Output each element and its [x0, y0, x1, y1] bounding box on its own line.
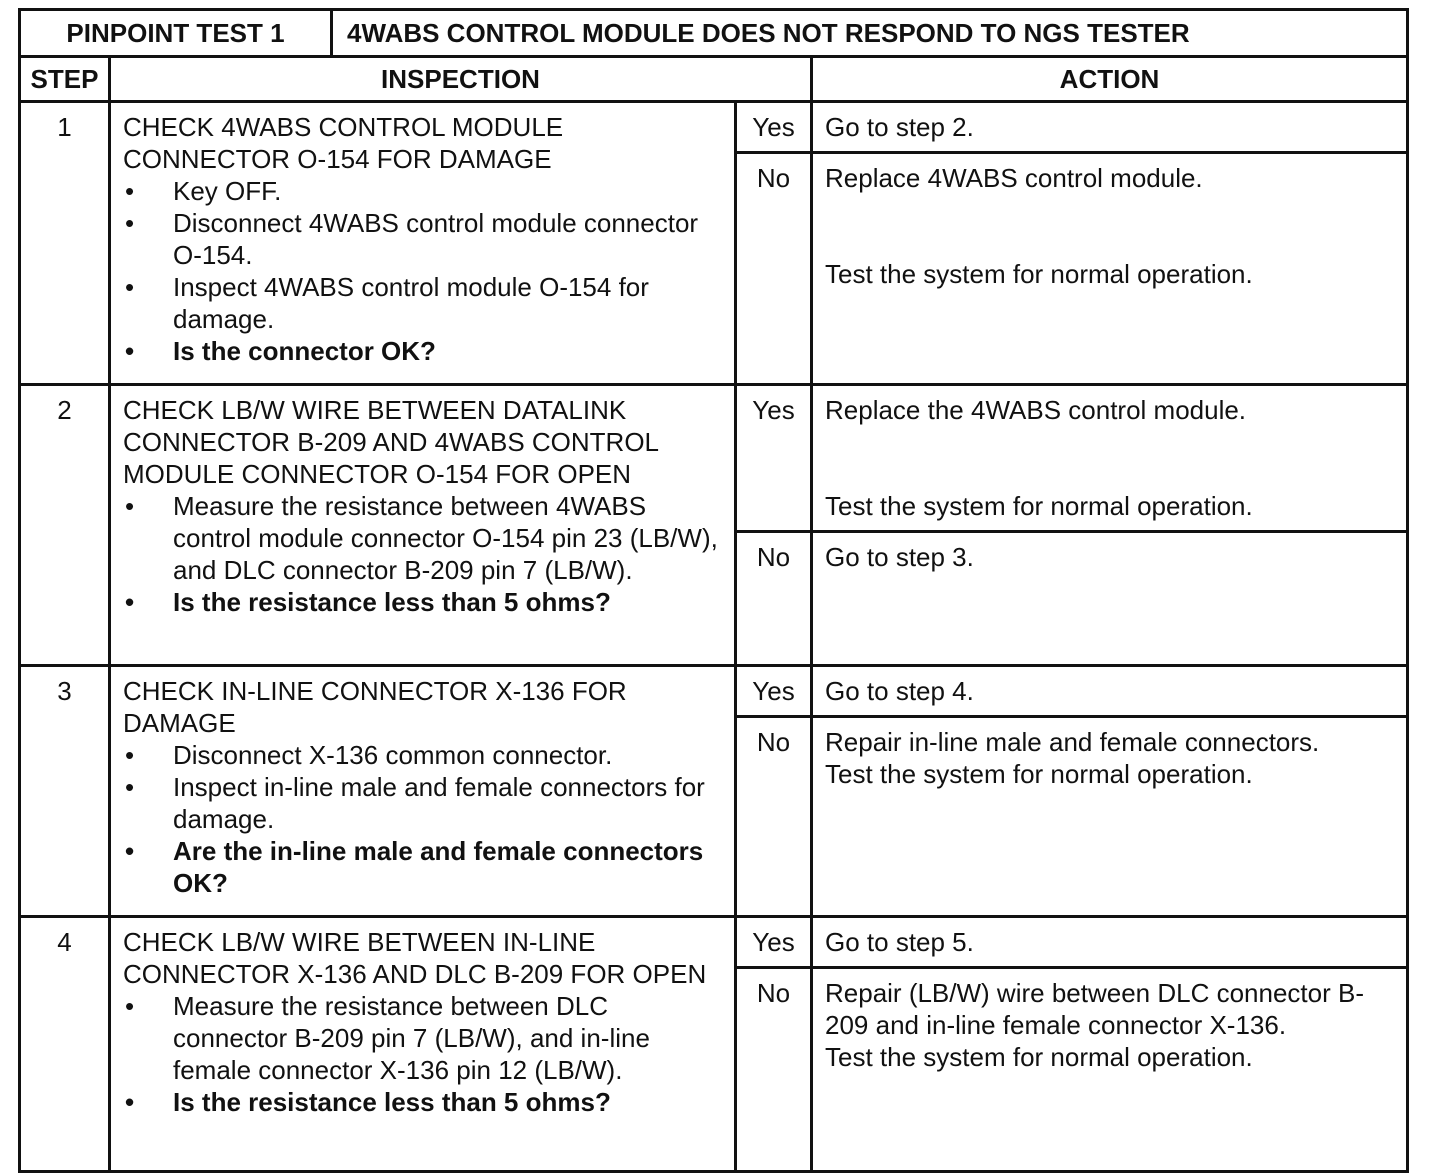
inspection-bullets [123, 490, 726, 618]
action-line: Test the system for normal operation. [825, 1042, 1253, 1072]
bullet-item: • Inspect in-line male and female connectors for damage. [123, 771, 726, 835]
step-number: 4 [20, 917, 110, 1172]
step-row [20, 102, 1408, 153]
inspection-heading: CHECK LB/W WIRE BETWEEN IN-LINE CONNECTOR X-136 AND DLC B-209 FOR OPEN [123, 927, 707, 989]
yes-label: Yes [736, 102, 812, 153]
bullet-item: • Key OFF. [123, 175, 726, 207]
col-action-header: ACTION [812, 57, 1408, 102]
bullet-item: • Disconnect X-136 common connector. [123, 739, 726, 771]
yes-action [812, 917, 1408, 968]
bullet-item: • Measure the resistance between 4WABS control module connector O-154 pin 23 (LB/W), and DLC connector B-209 pin 7 (LB/W). [123, 490, 726, 586]
step-row [20, 666, 1408, 717]
inspection-question: • Is the resistance less than 5 ohms? [123, 1086, 726, 1118]
yes-label: Yes [736, 666, 812, 717]
title-row [20, 10, 1408, 57]
no-label: No [736, 968, 812, 1172]
inspection-question: • Is the resistance less than 5 ohms? [123, 586, 726, 618]
action-line: Repair in-line male and female connectors. [825, 727, 1320, 757]
inspection-question: • Is the connector OK? [123, 335, 726, 367]
inspection-heading: CHECK LB/W WIRE BETWEEN DATALINK CONNECTOR B-209 AND 4WABS CONTROL MODULE CONNECTOR O-154 FOR OPEN [123, 395, 659, 489]
col-step-header: STEP [20, 57, 110, 102]
no-action [812, 717, 1408, 917]
step-number: 1 [20, 102, 110, 385]
action-line: Repair (LB/W) wire between DLC connector B-209 and in-line female connector X-136. [825, 978, 1364, 1040]
bullet-item: • Inspect 4WABS control module O-154 for damage. [123, 271, 726, 335]
action-line: Go to step 2. [825, 112, 974, 142]
action-line: Go to step 3. [825, 542, 974, 572]
col-inspection-header: INSPECTION [110, 57, 812, 102]
inspection-heading: CHECK IN-LINE CONNECTOR X-136 FOR DAMAGE [123, 676, 627, 738]
no-action [812, 968, 1408, 1172]
inspection-cell [110, 102, 736, 385]
pinpoint-test-table [18, 8, 1409, 1173]
action-line: Go to step 4. [825, 676, 974, 706]
step-row [20, 385, 1408, 532]
no-label: No [736, 153, 812, 385]
header-row [20, 57, 1408, 102]
action-line: Test the system for normal operation. [825, 491, 1253, 521]
action-line: Replace the 4WABS control module. [825, 395, 1247, 425]
inspection-bullets [123, 739, 726, 899]
action-line: Test the system for normal operation. [825, 259, 1253, 289]
inspection-cell [110, 666, 736, 917]
no-action [812, 532, 1408, 666]
yes-label: Yes [736, 385, 812, 532]
test-description: 4WABS CONTROL MODULE DOES NOT RESPOND TO NGS TESTER [332, 10, 1408, 57]
no-label: No [736, 532, 812, 666]
inspection-cell [110, 385, 736, 666]
yes-label: Yes [736, 917, 812, 968]
bullet-item: • Measure the resistance between DLC connector B-209 pin 7 (LB/W), and in-line female connector X-136 pin 12 (LB/W). [123, 990, 726, 1086]
step-number: 2 [20, 385, 110, 666]
action-line: Go to step 5. [825, 927, 974, 957]
test-label: PINPOINT TEST 1 [20, 10, 332, 57]
step-number: 3 [20, 666, 110, 917]
inspection-bullets [123, 175, 726, 367]
action-line: Test the system for normal operation. [825, 759, 1253, 789]
step-row [20, 917, 1408, 968]
yes-action [812, 385, 1408, 532]
pinpoint-test-page [18, 8, 1406, 1173]
no-action [812, 153, 1408, 385]
action-line: Replace 4WABS control module. [825, 163, 1203, 193]
no-label: No [736, 717, 812, 917]
inspection-question: • Are the in-line male and female connectors OK? [123, 835, 726, 899]
inspection-bullets [123, 990, 726, 1118]
inspection-cell [110, 917, 736, 1172]
yes-action [812, 102, 1408, 153]
inspection-heading: CHECK 4WABS CONTROL MODULE CONNECTOR O-154 FOR DAMAGE [123, 112, 564, 174]
bullet-item: • Disconnect 4WABS control module connector O-154. [123, 207, 726, 271]
yes-action [812, 666, 1408, 717]
